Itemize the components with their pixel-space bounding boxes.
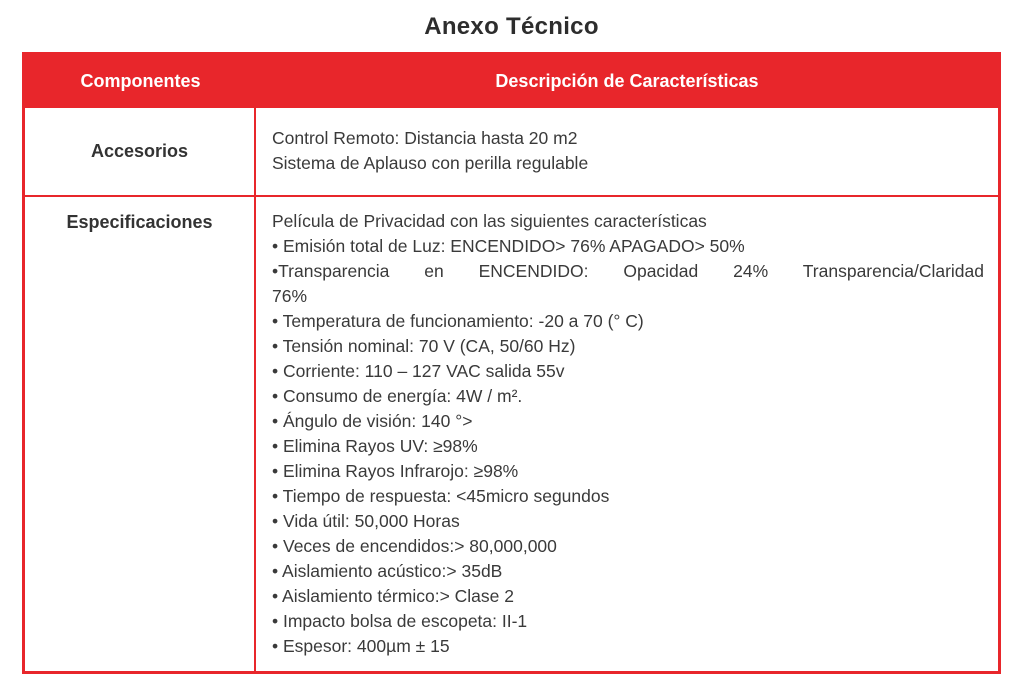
description-line: • Espesor: 400µm ± 15	[272, 636, 450, 656]
component-name-especificaciones: Especificaciones	[25, 197, 256, 671]
description-line: • Tensión nominal: 70 V (CA, 50/60 Hz)	[272, 336, 576, 356]
description-line: • Ángulo de visión: 140 °>	[272, 411, 473, 431]
description-line: • Aislamiento acústico:> 35dB	[272, 561, 503, 581]
table-row-accesorios	[25, 108, 998, 195]
description-cell-accesorios	[256, 108, 998, 195]
description-line: • Corriente: 110 – 127 VAC salida 55v	[272, 361, 565, 381]
description-line: • Consumo de energía: 4W / m².	[272, 386, 523, 406]
column-header-descripcion: Descripción de Características	[495, 71, 759, 91]
description-line: • Temperatura de funcionamiento: -20 a 70 (° C)	[272, 311, 644, 331]
description-line: • Elimina Rayos UV: ≥98%	[272, 436, 478, 456]
annex-table	[22, 52, 1001, 674]
description-line: • Vida útil: 50,000 Horas	[272, 511, 460, 531]
table-header-row	[25, 55, 998, 108]
column-header-componentes: Componentes	[80, 71, 201, 91]
component-name-accesorios: Accesorios	[25, 108, 256, 195]
description-line: • Impacto bolsa de escopeta: II-1	[272, 611, 528, 631]
description-line: • Emisión total de Luz: ENCENDIDO> 76% APAGADO> 50%	[272, 236, 745, 256]
description-line: Película de Privacidad con las siguientes características	[272, 211, 707, 231]
table-row-especificaciones	[25, 195, 998, 671]
description-line: • Elimina Rayos Infrarojo: ≥98%	[272, 461, 519, 481]
description-line: Sistema de Aplauso con perilla regulable	[272, 153, 589, 173]
description-line: • Aislamiento térmico:> Clase 2	[272, 586, 514, 606]
description-line: 76%	[272, 286, 308, 306]
description-line: Control Remoto: Distancia hasta 20 m2	[272, 128, 578, 148]
description-line: • Tiempo de respuesta: <45micro segundos	[272, 486, 610, 506]
page-title: Anexo Técnico	[424, 13, 599, 40]
description-line: • Veces de encendidos:> 80,000,000	[272, 536, 557, 556]
anexo-tecnico-page	[0, 13, 1023, 674]
description-line: •Transparencia en ENCENDIDO: Opacidad 24% Transparencia/Claridad	[272, 261, 984, 281]
description-cell-especificaciones	[256, 197, 998, 671]
